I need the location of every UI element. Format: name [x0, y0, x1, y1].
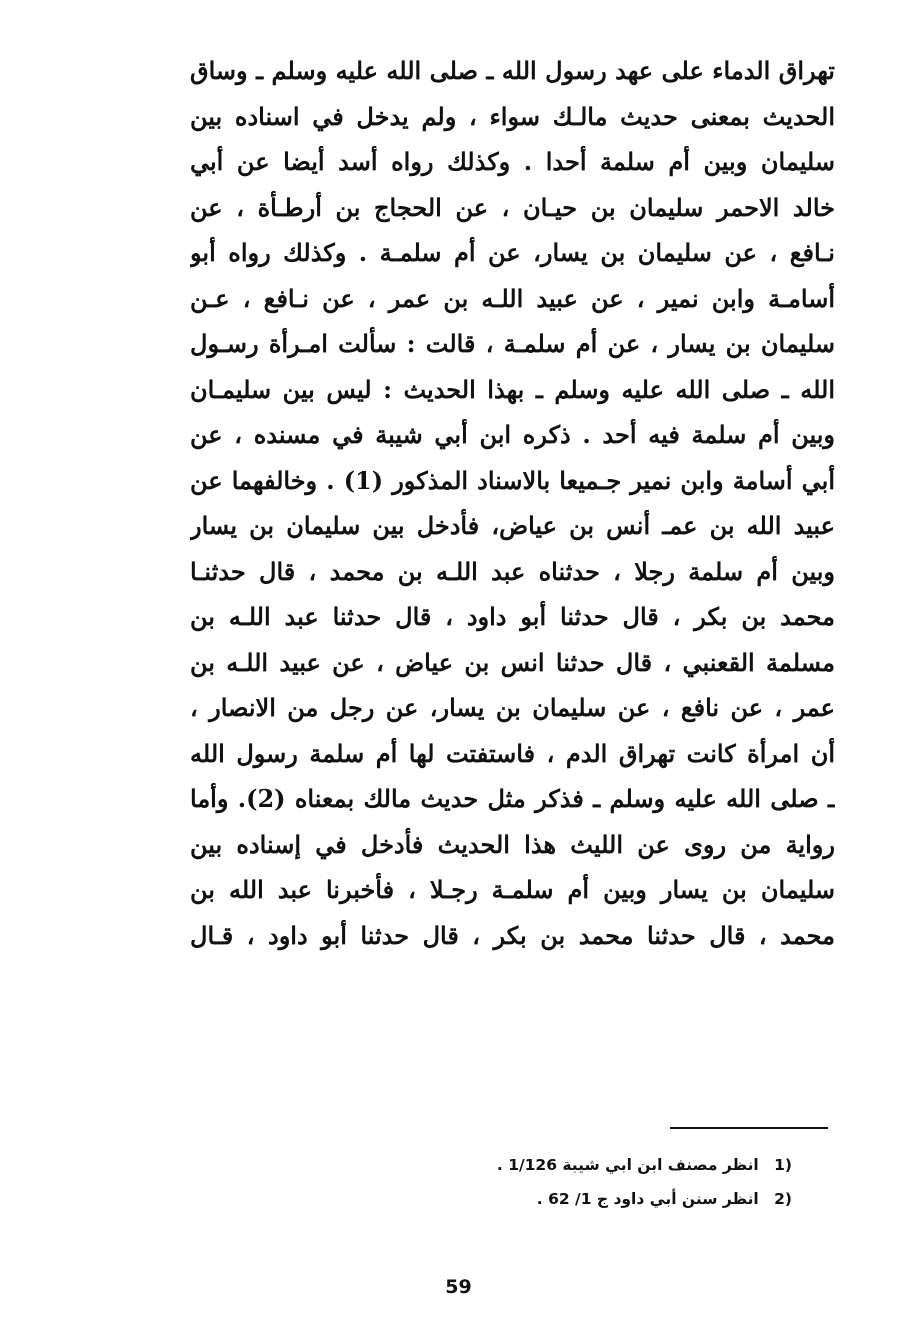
body-line-2: الحديث بمعنى حديث مالـك سواء ، ولم يدخل في اسناده بين: [190, 101, 835, 131]
body-line-19: سليمان بن يسار وبين أم سلمـة رجـلا ، فأخبرنا عبد الله بن: [190, 875, 835, 904]
body-line-10: أبي أسامة وابن نمير جـميعا بالاسناد المذكور (1) . وخالفهما عن: [190, 465, 835, 495]
body-line-3: سليمان وبين أم سلمة أحدا . وكذلك رواه أسد أيضا عن أبي: [190, 147, 835, 176]
footnote-divider: [670, 1127, 828, 1129]
body-line-18: رواية من روى عن الليث هذا الحديث فأدخل في إسناده بين: [190, 829, 835, 859]
body-line-6: أسامـة وابن نمير ، عن عبيد اللـه بن عمر ، عن نـافع ، عـن: [190, 283, 835, 313]
page-number: 59: [445, 1276, 472, 1298]
body-line-1: تهراق الدماء على عهد رسول الله ـ صلى الله عليه وسلم ـ وساق: [190, 56, 835, 85]
body-line-11: عبيد الله بن عمـ أنس بن عياض، فأدخل بين سليمان بن يسار: [190, 511, 835, 540]
body-line-8: الله ـ صلى الله عليه وسلم ـ بهذا الحديث : ليس بين سليمـان: [190, 374, 835, 404]
body-line-16: أن امرأة كانت تهراق الدم ، فاستفتت لها أم سلمة رسول الله: [190, 738, 835, 768]
body-line-4: خالد الاحمر سليمان بن حيـان ، عن الحجاج بن أرطـأة ، عن: [190, 192, 835, 222]
footnote-text: انظر سنن أبي داود ج 1/ 62 .: [536, 1190, 759, 1208]
footnotes: [420, 1148, 792, 1216]
body-text: [190, 48, 835, 958]
body-line-15: عمر ، عن نافع ، عن سليمان بن يسار، عن رجل من الانصار ،: [190, 693, 835, 722]
footnote-number: 1): [774, 1156, 792, 1174]
footnote-2: [420, 1182, 792, 1216]
footnote-text: انظر مصنف ابن ابي شيبة 1/126 .: [496, 1156, 759, 1174]
body-line-14: مسلمة القعنبي ، قال حدثنا انس بن عياض ، عن عبيد اللـه بن: [190, 647, 835, 677]
footnote-number: 2): [774, 1190, 792, 1208]
body-line-5: نـافع ، عن سليمان بن يسار، عن أم سلمـة . وكذلك رواه أبو: [190, 238, 835, 267]
body-line-12: وبين أم سلمة رجلا ، حدثناه عبد اللـه بن محمد ، قال حدثنـا: [190, 556, 835, 586]
footnote-1: [420, 1148, 792, 1182]
body-line-9: وبين أم سلمة فيه أحد . ذكره ابن أبي شيبة في مسنده ، عن: [190, 420, 835, 449]
body-line-13: محمد بن بكر ، قال حدثنا أبو داود ، قال حدثنا عبد اللـه بن: [190, 602, 835, 631]
body-line-7: سليمان بن يسار ، عن أم سلمـة ، قالت : سألت امـرأة رسـول: [190, 329, 835, 358]
body-line-20: محمد ، قال حدثنا محمد بن بكر ، قال حدثنا أبو داود ، قـال: [190, 920, 835, 950]
body-line-17: ـ صلى الله عليه وسلم ـ فذكر مثل حديث مالك بمعناه (2). وأما: [190, 784, 835, 813]
